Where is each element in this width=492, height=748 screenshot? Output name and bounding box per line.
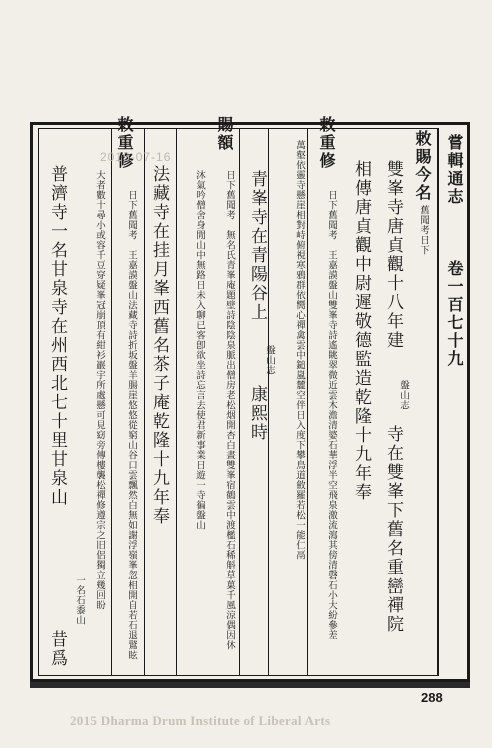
column-note: 大者數十尋小或容千豆穿疑峯冠崩頂有紺衫巖宇所處懸可見窈旁傳樓襲松禪修遵宗之旧侶獨立幾回盼 [94,170,105,610]
column-rule [239,128,240,676]
column-rule [307,128,308,676]
column-rule [268,128,269,676]
column-note: 日下舊聞考 王嘉謨盤山法藏寺詩折坂盤羊腸崖悠悠從窮山谷口雲飄然白無如謝浮嶺峯忽相開自若石退鷲眩 [126,190,137,660]
column-note: 萬壑依靈寺懸崖相對峙俯視寒鴉群依嚮心禪禽雲中鎚嵐麓空伴日入度下攀鳥道斂羅若松一能仁鬲 [294,140,305,560]
column-rule [144,128,145,676]
column-text: 法藏寺在挂月峯西舊名茶子庵乾隆十九年奉 [149,165,169,526]
page-header-strip [438,128,470,676]
column-note: 盤山志 [264,345,275,375]
column-rule [111,128,112,676]
page-number: 288 [421,690,443,705]
column-text: 相傳唐貞觀中尉遲敬德監造乾隆十九年奉 [351,160,371,502]
column-text: 青峯寺在青陽谷上 [247,170,267,322]
juan-number: 卷一百七十九 [445,260,464,368]
column-note: 一名石黍山 [74,575,85,625]
column-note: 舊聞考日下 [417,205,429,255]
column-heading: 賜額 [215,116,234,152]
column-text: 昔爲 [47,630,67,668]
column-text: 普濟寺一名甘泉寺在州西北七十里甘泉山 [47,165,67,507]
book-title: 嘗輯通志 [445,134,464,206]
column-note: 日下舊聞考 無名氏青峯庵題壁詩陰陰泉脈出僧房老松烟開杏白晝雙峯宿鶴雲中渡檻石稀斛草菓千風涼偶因休 [224,170,235,650]
column-heading: 敕重修 [317,116,336,170]
column-text: 雙峯寺唐貞觀十八年建 [383,160,403,350]
column-note: 日下舊聞考 王嘉謨盤山雙峯寺詩遙眺翠微近雲木澹清婆石華浮半空飛泉激流瀉其傍清磬石小大紛參差 [326,190,337,640]
column-note: 沐氣吟僧舍身閒山中無路日未入聊已客卽欲坐詩忘言去使君新事業日遊一寺徧盤山 [194,170,205,530]
watermark-institute: 2015 Dharma Drum Institute of Liberal Arts [70,713,331,728]
column-note: 盤山志 [398,380,409,410]
watermark-date: 2015-07-16 [100,150,172,164]
column-heading: 敕賜今名 [413,130,432,202]
column-rule [176,128,177,676]
column-text: 寺在雙峯下舊名重巒禪院 [383,425,403,634]
column-heading: 敕重修 [115,116,134,170]
page-edge-shadow [30,682,470,688]
column-text: 康熙時 [247,385,267,442]
